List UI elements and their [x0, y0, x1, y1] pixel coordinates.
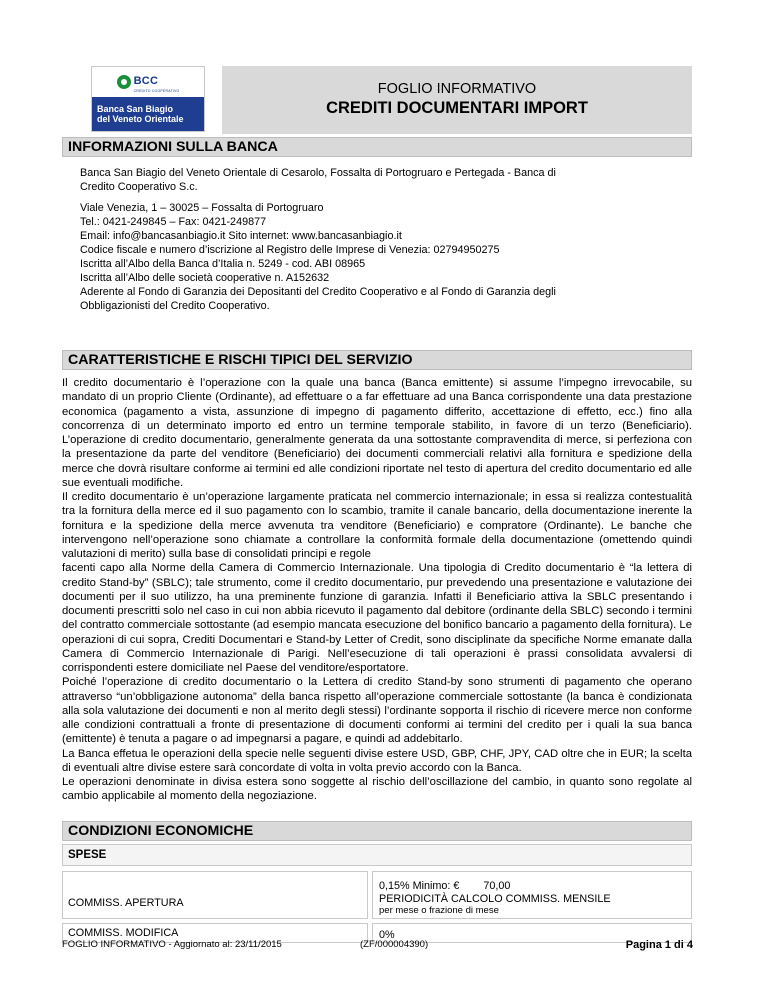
section-heading-risks: CARATTERISTICHE E RISCHI TIPICI DEL SERVIZIO: [62, 350, 692, 370]
bank-email: Email: info@bancasanbiagio.it Sito internet: www.bancasanbiagio.it: [80, 230, 402, 242]
bank-name-line2: Credito Cooperativo S.c.: [80, 181, 198, 193]
spese-header: SPESE: [62, 844, 692, 866]
page-number: Pagina 1 di 4: [625, 939, 693, 951]
risks-paragraph: Il credito documentario è un’operazione largamente praticata nel commercio internazionale; in essa si realizza contestualità tra la fornitura della merce ed il suo pagamento con lo scambio, tramite il canale bancario, della documentazione inerente la fornitura e la spedizione della merce avvenuta tra venditore (Beneficiario) e compratore (Ordinante). Le banche che intervengono nell’operazione sono chiamate a controllare la conformità formale della documentazione (omettendo quindi valutazioni di merito) sulla base di consolidati principi e regole: [62, 491, 692, 560]
condition-value-line: 0,15% Minimo: € 70,00: [379, 880, 511, 892]
logo-brand: BCC: [133, 75, 159, 87]
risks-paragraph: Poiché l’operazione di credito documentario o la Lettera di credito Stand-by sono strumenti di pagamento che operano attraverso “un’obbligazione autonoma” della banca rispetto all’operazione commerciale sottostante (la banca è condizionata alla sola valutazione dei documenti e non al merito degli stessi) l’ordinante sopporta il rischio di ricevere merce non conforme alle condizioni contrattuali a fronte di presentazione di documenti conformi ai termini del credito per i quali la sua banca (emittente) è tenuta a pagare o ad impegnarsi a pagare, e quindi ad addebitarlo.: [62, 676, 692, 746]
bank-fondo-line1: Aderente al Fondo di Garanzia dei Depositanti del Credito Cooperativo e al Fondo di Garanzia degli: [80, 286, 556, 298]
logo-bank-name-line1: Banca San Biagio: [97, 104, 174, 114]
bank-albo-banca: Iscritta all’Albo della Banca d’Italia n. 5249 - cod. ABI 08965: [80, 258, 366, 270]
logo-brand-sub: CREDITO COOPERATIVO: [133, 89, 180, 93]
logo-band: [92, 97, 204, 131]
bank-logo: [91, 66, 205, 132]
condition-value-apertura: [372, 871, 692, 919]
condition-label-modifica: COMMISS. MODIFICA: [62, 923, 368, 943]
risks-paragraph: Il credito documentario è l’operazione con la quale una banca (Banca emittente) si assume l’impegno irrevocabile, su mandato di un proprio Cliente (Ordinante), ad effettuare o a far effettuare ad una Banca corrispondente una data prestazione economica (pagamento a vista, assunzione di impegno di pagamento differito, accettazione di effetto, ecc.) fino alla concorrenza di un determinato importo ed entro un termine temporale stabilito, in favore di un terzo (Beneficiario). L’operazione di credito documentario, generalmente generata da una sottostante compravendita di merce, si perfeziona con la presentazione da parte del venditore (Beneficiario) dei documenti commerciali relativi alla fornitura e spedizione della merce che dovrà risultare conforme ai termini ed alle condizioni riportate nel testo di apertura del credito documentario ed alle sue eventuali modifiche.: [62, 377, 692, 489]
condition-value-line: PERIODICITÀ CALCOLO COMMISS. MENSILE: [379, 892, 611, 905]
risks-paragraph: Le operazioni denominate in divisa estera sono soggette al rischio dell’oscillazione del cambio, in quanto sono regolate al cambio applicabile al momento della negoziazione.: [62, 776, 692, 803]
bank-info-block: [80, 166, 670, 313]
condition-label-apertura: COMMISS. APERTURA: [62, 871, 368, 919]
risks-paragraph: facenti capo alla Norme della Camera di Commercio Internazionale. Una tipologia di Credito documentario è “la lettera di credito Stand-by” (SBLC); tale strumento, come il credito documentario, pur prevedendo una presentazione e valutazione dei documenti per il suo utilizzo, ha una preminente funzione di garanzia. Infatti il Beneficiario attiva la SBLC presentando i documenti prescritti solo nel caso in cui non abbia ricevuto il pagamento dal debitore (ordinante della SBLC) secondo i termini del contratto commerciale sottostante (ad esempio mancata esecuzione del bonifico bancario a pagamento della fornitura). Le operazioni di cui sopra, Crediti Documentari e Stand-by Letter of Credit, sono disciplinate da specifiche Norme emanate dalla Camera di Commercio Internazionale di Parigi. Nell’esecuzione di tali operazioni è prassi consolidata avvalersi di corrispondenti estere domiciliate nel Paese del venditore/esportatore.: [62, 562, 692, 674]
section-heading-bank-info: INFORMAZIONI SULLA BANCA: [62, 137, 692, 157]
document-header: [222, 66, 692, 134]
logo-top: [92, 67, 204, 97]
bank-tax-code: Codice fiscale e numero d’iscrizione al Registro delle Imprese di Venezia: 02794950275: [80, 244, 500, 256]
bank-name-line1: Banca San Biagio del Veneto Orientale di Cesarolo, Fossalta di Portogruaro e Pertegada - Banca di: [80, 167, 556, 179]
footer-doc-code: (ZF/000004390): [360, 939, 429, 950]
bank-address: Viale Venezia, 1 – 30025 – Fossalta di Portogruaro: [80, 202, 324, 214]
risks-text: [62, 376, 692, 804]
bcc-mark-icon: [117, 75, 131, 89]
condition-value-note: per mese o frazione di mese: [379, 905, 499, 916]
bank-fondo-line2: Obbligazionisti del Credito Cooperativo.: [80, 300, 270, 312]
bank-phone: Tel.: 0421-249845 – Fax: 0421-249877: [80, 216, 267, 228]
bank-albo-coop: Iscritta all’Albo delle società cooperative n. A152632: [80, 272, 330, 284]
condition-value-modifica: 0%: [372, 923, 692, 943]
document-type: FOGLIO INFORMATIVO: [377, 81, 537, 97]
section-heading-conditions: CONDIZIONI ECONOMICHE: [62, 821, 692, 841]
risks-paragraph: La Banca effetua le operazioni della specie nelle seguenti divise estere USD, GBP, CHF, JPY, CAD oltre che in EUR; la scelta di eventuali altre divise estere sarà concordate di volta in volta previo accordo con la Banca.: [62, 747, 692, 774]
logo-bank-name-line2: del Veneto Orientale: [97, 114, 184, 124]
footer-updated: FOGLIO INFORMATIVO - Aggiornato al: 23/11/2015: [62, 939, 282, 950]
document-title: CREDITI DOCUMENTARI IMPORT: [326, 99, 588, 117]
